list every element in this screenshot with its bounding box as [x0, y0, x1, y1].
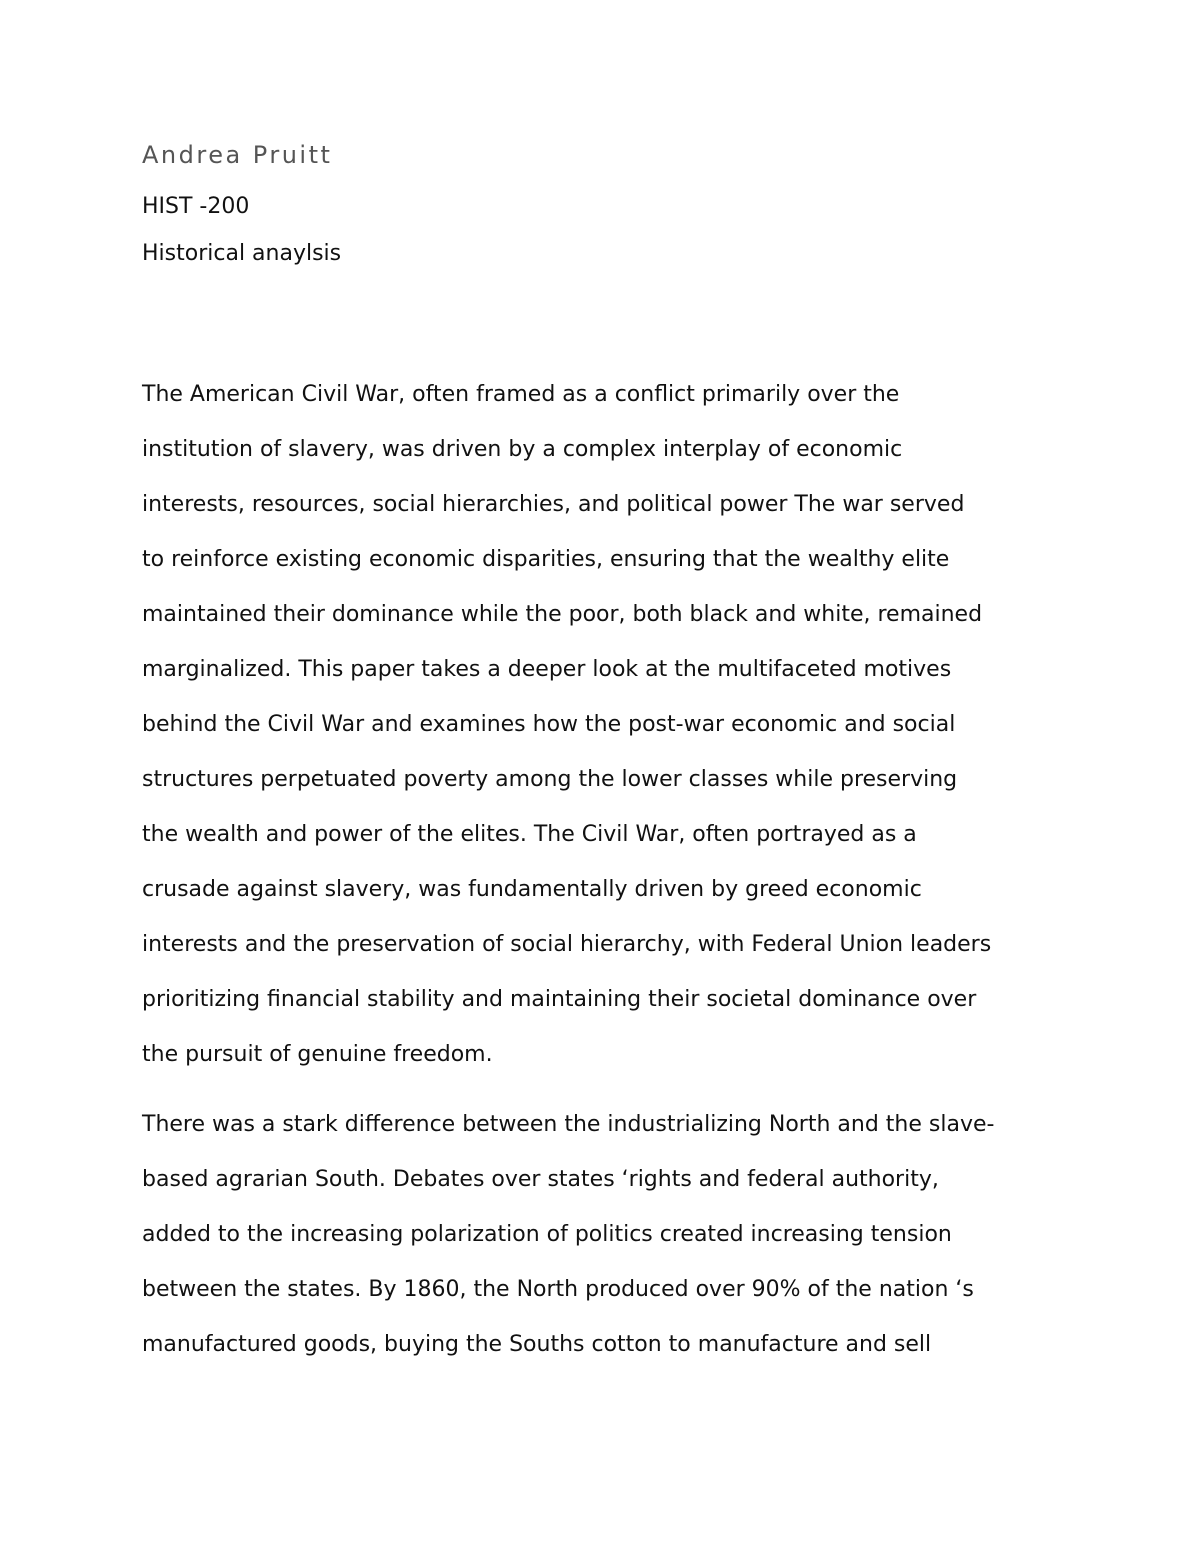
paragraph-1-line: institution of slavery, was driven by a complex interplay of economic — [142, 437, 903, 462]
paragraph-2-line: added to the increasing polarization of politics created increasing tension — [142, 1222, 952, 1247]
assignment-title: Historical anaylsis — [142, 241, 342, 266]
paragraph-1-line: interests, resources, social hierarchies, and political power The war served — [142, 492, 965, 517]
paragraph-2-line: between the states. By 1860, the North produced over 90% of the nation ‘s — [142, 1277, 974, 1302]
paragraph-1-line: maintained their dominance while the poor, both black and white, remained — [142, 602, 983, 627]
paragraph-1-line: The American Civil War, often framed as a conflict primarily over the — [142, 382, 900, 407]
paragraph-2-line: There was a stark difference between the industrializing North and the slave- — [142, 1112, 995, 1137]
paragraph-1-line: structures perpetuated poverty among the lower classes while preserving — [142, 767, 958, 792]
course-code: HIST -200 — [142, 194, 250, 219]
paragraph-1-line: marginalized. This paper takes a deeper look at the multifaceted motives — [142, 657, 952, 682]
paragraph-1-line: behind the Civil War and examines how the post-war economic and social — [142, 712, 956, 737]
author-name: Andrea Pruitt — [142, 141, 333, 169]
paragraph-1-line: crusade against slavery, was fundamentally driven by greed economic — [142, 877, 922, 902]
paragraph-1-line: prioritizing financial stability and maintaining their societal dominance over — [142, 987, 977, 1012]
paragraph-1-line: interests and the preservation of social hierarchy, with Federal Union leaders — [142, 932, 992, 957]
paragraph-2-line: manufactured goods, buying the Souths cotton to manufacture and sell — [142, 1332, 932, 1357]
paragraph-1-line: to reinforce existing economic disparities, ensuring that the wealthy elite — [142, 547, 950, 572]
paragraph-1-line: the pursuit of genuine freedom. — [142, 1042, 493, 1067]
paragraph-1-line: the wealth and power of the elites. The Civil War, often portrayed as a — [142, 822, 917, 847]
paragraph-2-line: based agrarian South. Debates over states ‘rights and federal authority, — [142, 1167, 939, 1192]
